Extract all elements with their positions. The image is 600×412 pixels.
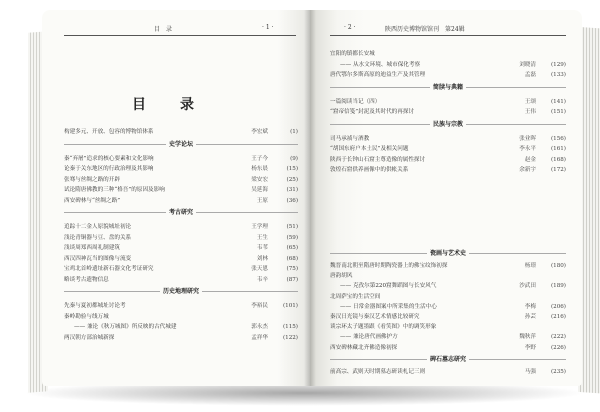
entry-author: 沙武田 [519, 283, 536, 290]
toc-entry[interactable] [64, 186, 298, 195]
entry-author: 余新宇 [519, 167, 536, 173]
toc-entry[interactable] [330, 145, 566, 154]
entry-title: 唐韵胡风 [330, 273, 353, 280]
section-label: 碑石墓志研究 [427, 354, 469, 365]
toc-entry[interactable] [330, 98, 566, 107]
toc-entry[interactable] [64, 313, 298, 322]
entry-page-number: (115) [282, 324, 298, 330]
entry-author: 吴延海 [251, 187, 268, 193]
toc-entry[interactable] [64, 234, 298, 243]
entry-page-number: (129) [550, 61, 566, 68]
entry-author: 张业晖 [519, 135, 536, 142]
entry-title: 司马承祯与酒教 [330, 135, 370, 142]
right-page [310, 10, 582, 386]
entry-page-number: (133) [550, 72, 566, 78]
left-header-rule [64, 35, 296, 36]
toc-entry[interactable] [330, 303, 566, 312]
entry-page-number: (141) [550, 98, 566, 105]
entry-title: 北周萨宝的生活空间 [330, 293, 381, 300]
entry-title: —— 兼论唐代画佛护方 [340, 334, 398, 341]
toc-entry[interactable] [330, 368, 566, 377]
book-gutter [304, 10, 316, 386]
toc-section-heading [330, 354, 566, 365]
entry-title: 试论隋唐佛教的三种“格吾”的原因及影响 [64, 187, 165, 193]
entry-author: 杨璟 [524, 263, 536, 269]
entry-author: 王伟 [524, 109, 536, 115]
entry-page-number: (75) [286, 266, 298, 272]
entry-author: 郭永杰 [251, 324, 268, 330]
entry-author: 李永平 [519, 146, 536, 152]
entry-title: 秦岭勘验与线万城 [64, 313, 109, 320]
toc-section-heading [330, 248, 566, 259]
entry-author: 王子今 [251, 155, 268, 162]
entry-title: —— 日常金器图案中所采集的生活中心 [340, 303, 437, 310]
entry-title: 前高宗、武则天时期墓志研读札记三则 [330, 368, 426, 375]
entry-author: 杨东晨 [251, 166, 268, 172]
entry-page-number: (172) [550, 167, 566, 173]
entry-author: 韦苇 [256, 245, 268, 251]
toc-entry[interactable] [330, 333, 566, 342]
entry-page-number: (216) [550, 314, 566, 320]
toc-entry[interactable] [330, 50, 566, 59]
entry-title: 宜阳的镇都长安城 [330, 51, 375, 57]
toc-section-heading [64, 286, 298, 297]
toc-entry[interactable] [64, 197, 298, 206]
toc-entry[interactable] [330, 61, 566, 70]
entry-author: 刘林 [256, 255, 268, 262]
entry-page-number: (151) [550, 109, 566, 115]
left-page-number: · 1 · [262, 24, 274, 31]
entry-page-number: (51) [286, 224, 298, 230]
toc-entry[interactable] [64, 323, 298, 332]
toc-entry[interactable] [330, 293, 566, 302]
entry-page-number: (226) [550, 344, 566, 351]
entry-author: 刘晓清 [519, 61, 536, 68]
toc-entry[interactable] [64, 244, 298, 253]
toc-entry[interactable] [64, 334, 298, 343]
toc-entry[interactable] [330, 166, 566, 175]
entry-page-number: (189) [550, 283, 566, 290]
entry-author: 王颂 [524, 98, 536, 105]
entry-author: 李裕民 [251, 303, 268, 309]
entry-title: —— 克孜尔第220窟舞蹈图与长安风气 [340, 283, 437, 290]
entry-title: 浅论青铜器与豆、盘的关系 [64, 234, 132, 241]
entry-author: 梁安宏 [251, 176, 268, 183]
toc-entry[interactable] [330, 135, 566, 144]
entry-title: 浅谈周郑西周礼制建筑 [64, 245, 120, 251]
toc-entry[interactable] [330, 323, 566, 332]
entry-title: 一篇阅读当记（四） [330, 98, 381, 105]
entry-page-number: (68) [286, 255, 298, 262]
entry-page-number: (222) [550, 334, 566, 341]
section-label: 瓷画与艺术史 [427, 248, 469, 259]
entry-page-number: (101) [282, 303, 298, 309]
entry-author: 孟祥华 [251, 334, 268, 341]
toc-section-heading [330, 82, 566, 93]
entry-title: 敦煌石窟供养画像中的供帐关系 [330, 167, 409, 173]
toc-entry[interactable] [330, 313, 566, 322]
entry-title: 唐代鄂尔多斯高原的迪益生产及其管理 [330, 72, 426, 78]
entry-page-number: (15) [286, 166, 298, 172]
entry-page-number: (25) [286, 176, 298, 183]
entry-title: 秦汉日光镜与秦汉艺术情感比较研究 [330, 314, 420, 320]
entry-title: 魏晋南北朝至隋唐时期陶瓷器上的佛宝纹饰初探 [330, 263, 448, 269]
entry-page-number: (168) [550, 156, 566, 163]
entry-title: 谈宗环太子题墨跟《看笑图》中的调笑形象 [330, 324, 437, 331]
entry-page-number: (235) [550, 368, 566, 375]
entry-page-number: (1) [290, 129, 298, 135]
entry-author: 孙芸 [524, 314, 536, 320]
entry-title: 论秦于关东地区的行政治理及其影响 [64, 166, 154, 172]
entry-author: 马强 [524, 368, 536, 375]
entry-author: 魏秋萍 [519, 334, 536, 341]
toc-entry[interactable] [64, 255, 298, 264]
toc-entry[interactable] [330, 272, 566, 281]
entry-page-number: (87) [286, 276, 298, 283]
entry-page-number: (156) [550, 135, 566, 142]
entry-title: 张骞与丝绸之路的开辟 [64, 176, 120, 183]
entry-title: 宝鸡北首岭遗址新石器文化考证研究 [64, 266, 154, 272]
right-page-number: · 2 · [344, 24, 356, 31]
entry-page-number: (31) [286, 187, 298, 193]
left-page [42, 10, 310, 386]
entry-page-number: (59) [286, 234, 298, 241]
entry-title: 西汉四神瓦当的图像与流变 [64, 255, 132, 262]
toc-entry[interactable] [64, 223, 298, 232]
entry-page-number: (65) [286, 245, 298, 251]
entry-author: 韦辛 [256, 276, 268, 283]
entry-title: 秦“弃屠”追求的核心要素和文化影响 [64, 155, 154, 162]
section-label: 民族与宗教 [430, 119, 466, 130]
toc-entry[interactable] [330, 282, 566, 291]
entry-title: 两汉朝方部治城新探 [64, 334, 115, 341]
section-label: 简牍与典籍 [430, 82, 466, 93]
toc-entry[interactable] [64, 128, 298, 137]
toc-title: 目 录 [132, 97, 204, 113]
toc-entry[interactable] [64, 176, 298, 185]
entry-title: 构建多元、开放、包容的博物馆体系 [64, 129, 154, 135]
entry-title: 西安碑林与“丝绸之路” [64, 197, 121, 204]
entry-author: 孟磊 [524, 72, 536, 78]
entry-title: 略谈考古遗物信息 [64, 276, 109, 283]
toc-entry[interactable] [330, 156, 566, 165]
entry-title: —— 从水文环境、城市保化考察 [340, 61, 421, 68]
toc-entry[interactable] [330, 108, 566, 117]
entry-author: 王原 [256, 197, 268, 204]
entry-title: 陕西于长钟山石窟主尊造像的属性探讨 [330, 156, 426, 163]
section-label: 考古研究 [166, 207, 196, 218]
open-book [28, 10, 584, 390]
entry-title: 先秦与夏初都城址讨论考 [64, 303, 126, 309]
entry-author: 王学理 [251, 224, 268, 230]
entry-page-number: (122) [282, 334, 298, 341]
entry-title: —— 兼论《秋万城图》所反映的古代城建 [74, 324, 177, 330]
left-running-header: 目 录 [154, 26, 173, 33]
toc-entry[interactable] [330, 71, 566, 80]
entry-author: 赵金 [524, 156, 536, 163]
toc-section-heading [64, 139, 298, 150]
entry-author: 李梅 [524, 303, 536, 310]
entry-author: 张天恩 [251, 266, 268, 272]
toc-entry[interactable] [64, 302, 298, 311]
entry-author: 王生 [256, 234, 268, 241]
toc-entry[interactable] [64, 155, 298, 164]
entry-author: 李宏斌 [251, 129, 268, 135]
right-running-header: 陕西历史博物馆馆刊 第24辑 [385, 26, 465, 33]
entry-author: 李野 [524, 344, 536, 351]
toc-entry[interactable] [64, 165, 298, 174]
entry-title: “胡国东府户本土民”及相关问题 [330, 146, 409, 152]
toc-section-heading [64, 207, 298, 218]
entry-page-number: (161) [550, 146, 566, 152]
toc-section-heading [330, 119, 566, 130]
toc-entry[interactable] [330, 344, 566, 353]
toc-entry[interactable] [330, 262, 566, 271]
right-header-rule [330, 35, 566, 36]
entry-title: 追踪十二金人原貌城址初论 [64, 224, 132, 230]
toc-entry[interactable] [64, 265, 298, 274]
entry-title: 西安碑林藏北齐佛造像初探 [330, 344, 398, 351]
section-label: 史学论坛 [166, 139, 196, 150]
entry-page-number: (9) [290, 155, 298, 162]
entry-page-number: (180) [550, 263, 566, 269]
entry-title: “窟帝信笺”封泥及其时代的再探讨 [330, 109, 415, 115]
entry-page-number: (36) [286, 197, 298, 204]
section-label: 历史地理研究 [160, 286, 202, 297]
entry-page-number: (206) [550, 303, 566, 310]
toc-entry[interactable] [64, 276, 298, 285]
